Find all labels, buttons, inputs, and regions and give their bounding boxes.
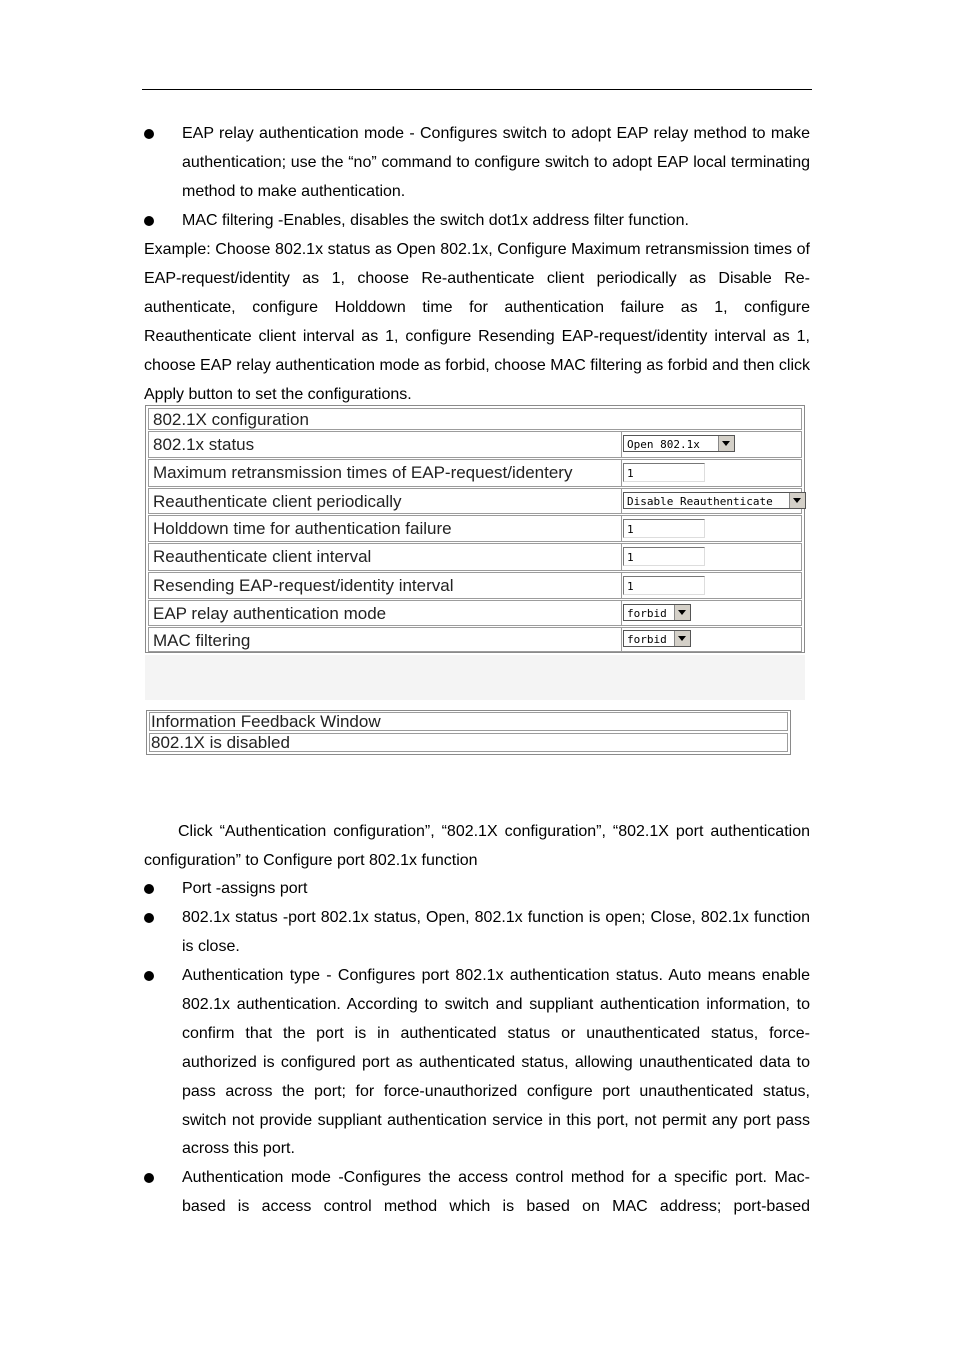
chevron-down-icon[interactable]: [718, 436, 734, 451]
config-row-mac-filtering: MAC filtering forbid: [148, 627, 802, 652]
header-rule: [142, 89, 812, 90]
click-paragraph: Click “Authentication configuration”, “802.1X configuration”, “802.1X port authentication configuration” to Configure port 802.1x function: [144, 823, 810, 869]
config-row-reauth-interval: Reauthenticate client interval 1: [148, 543, 802, 571]
config-row-status: 802.1x status Open 802.1x: [148, 431, 802, 458]
feedback-title: Information Feedback Window: [149, 712, 788, 731]
config-row-max-retransmission: Maximum retransmission times of EAP-request/identery 1: [148, 459, 802, 487]
eap-relay-select[interactable]: forbid: [623, 604, 691, 621]
reauth-periodic-select[interactable]: Disable Reauthenticate: [623, 492, 806, 509]
status-select[interactable]: Open 802.1x: [623, 435, 735, 452]
config-table-title: 802.1X configuration: [153, 410, 309, 429]
config-row-resending: Resending EAP-request/identity interval 1: [148, 572, 802, 599]
reauth-interval-input[interactable]: 1: [623, 547, 705, 566]
bullet-mac-filtering: MAC filtering -Enables, disables the switch dot1x address filter function.: [144, 207, 810, 236]
mac-filtering-select[interactable]: forbid: [623, 630, 691, 647]
bullet-auth-type: Authentication type - Configures port 802.1x authentication status. Auto means enable 802.1x authentication. According to switch and suppliant authentication information, to confirm that the port is in authenticated status or unauthenticated status, force-authorized is configured port as authenticated status, allowing unauthenticated data to pass across the port; for force-unauthorized configure port unauthenticated status, switch not provide suppliant authentication service in this port, not permit any port pass across this port.: [144, 962, 810, 1164]
config-table-title-row: [148, 408, 802, 430]
bullet-port: Port -assigns port: [144, 875, 810, 904]
example-paragraph: Example: Choose 802.1x status as Open 802.1x, Configure Maximum retransmission times of EAP-request/identity as 1, choose Re-authenticate client periodically as Disable Re-authenticate, configure Holddown time for authentication failure as 1, configure Reauthenticate client interval as 1, configure Resending EAP-request/identity interval as 1, choose EAP relay authentication mode as forbid, choose MAC filtering as forbid and then click Apply button to set the configurations.: [144, 241, 810, 403]
chevron-down-icon[interactable]: [674, 631, 690, 646]
max-retransmission-input[interactable]: 1: [623, 463, 705, 482]
chevron-down-icon[interactable]: [674, 605, 690, 620]
feedback-message: 802.1X is disabled: [149, 733, 788, 752]
config-row-eap-relay: EAP relay authentication mode forbid: [148, 600, 802, 626]
bullet-dot: [144, 1173, 154, 1183]
config-row-reauth-periodic: Reauthenticate client periodically Disable Reauthenticate: [148, 488, 802, 514]
bullet-dot: [144, 971, 154, 981]
bullet-eap-relay: EAP relay authentication mode - Configures switch to adopt EAP relay method to make authentication; use the “no” command to configure switch to adopt EAP local terminating method to make authentication.: [144, 120, 810, 207]
config-table: [145, 405, 805, 653]
feedback-window: [146, 710, 791, 755]
bullet-dot: [144, 216, 154, 226]
bullet-dot: [144, 129, 154, 139]
bullet-dot: [144, 913, 154, 923]
bullet-dot: [144, 884, 154, 894]
holddown-input[interactable]: 1: [623, 519, 705, 538]
config-row-holddown: Holddown time for authentication failure 1: [148, 515, 802, 542]
chevron-down-icon[interactable]: [789, 493, 805, 508]
resending-input[interactable]: 1: [623, 576, 705, 595]
button-area-background: [145, 655, 805, 700]
bullet-status: 802.1x status -port 802.1x status, Open, 802.1x function is open; Close, 802.1x function is close.: [144, 904, 810, 962]
bullet-auth-mode: Authentication mode -Configures the access control method for a specific port. Mac-based is access control method which is based on MAC address; port-based: [144, 1164, 810, 1222]
